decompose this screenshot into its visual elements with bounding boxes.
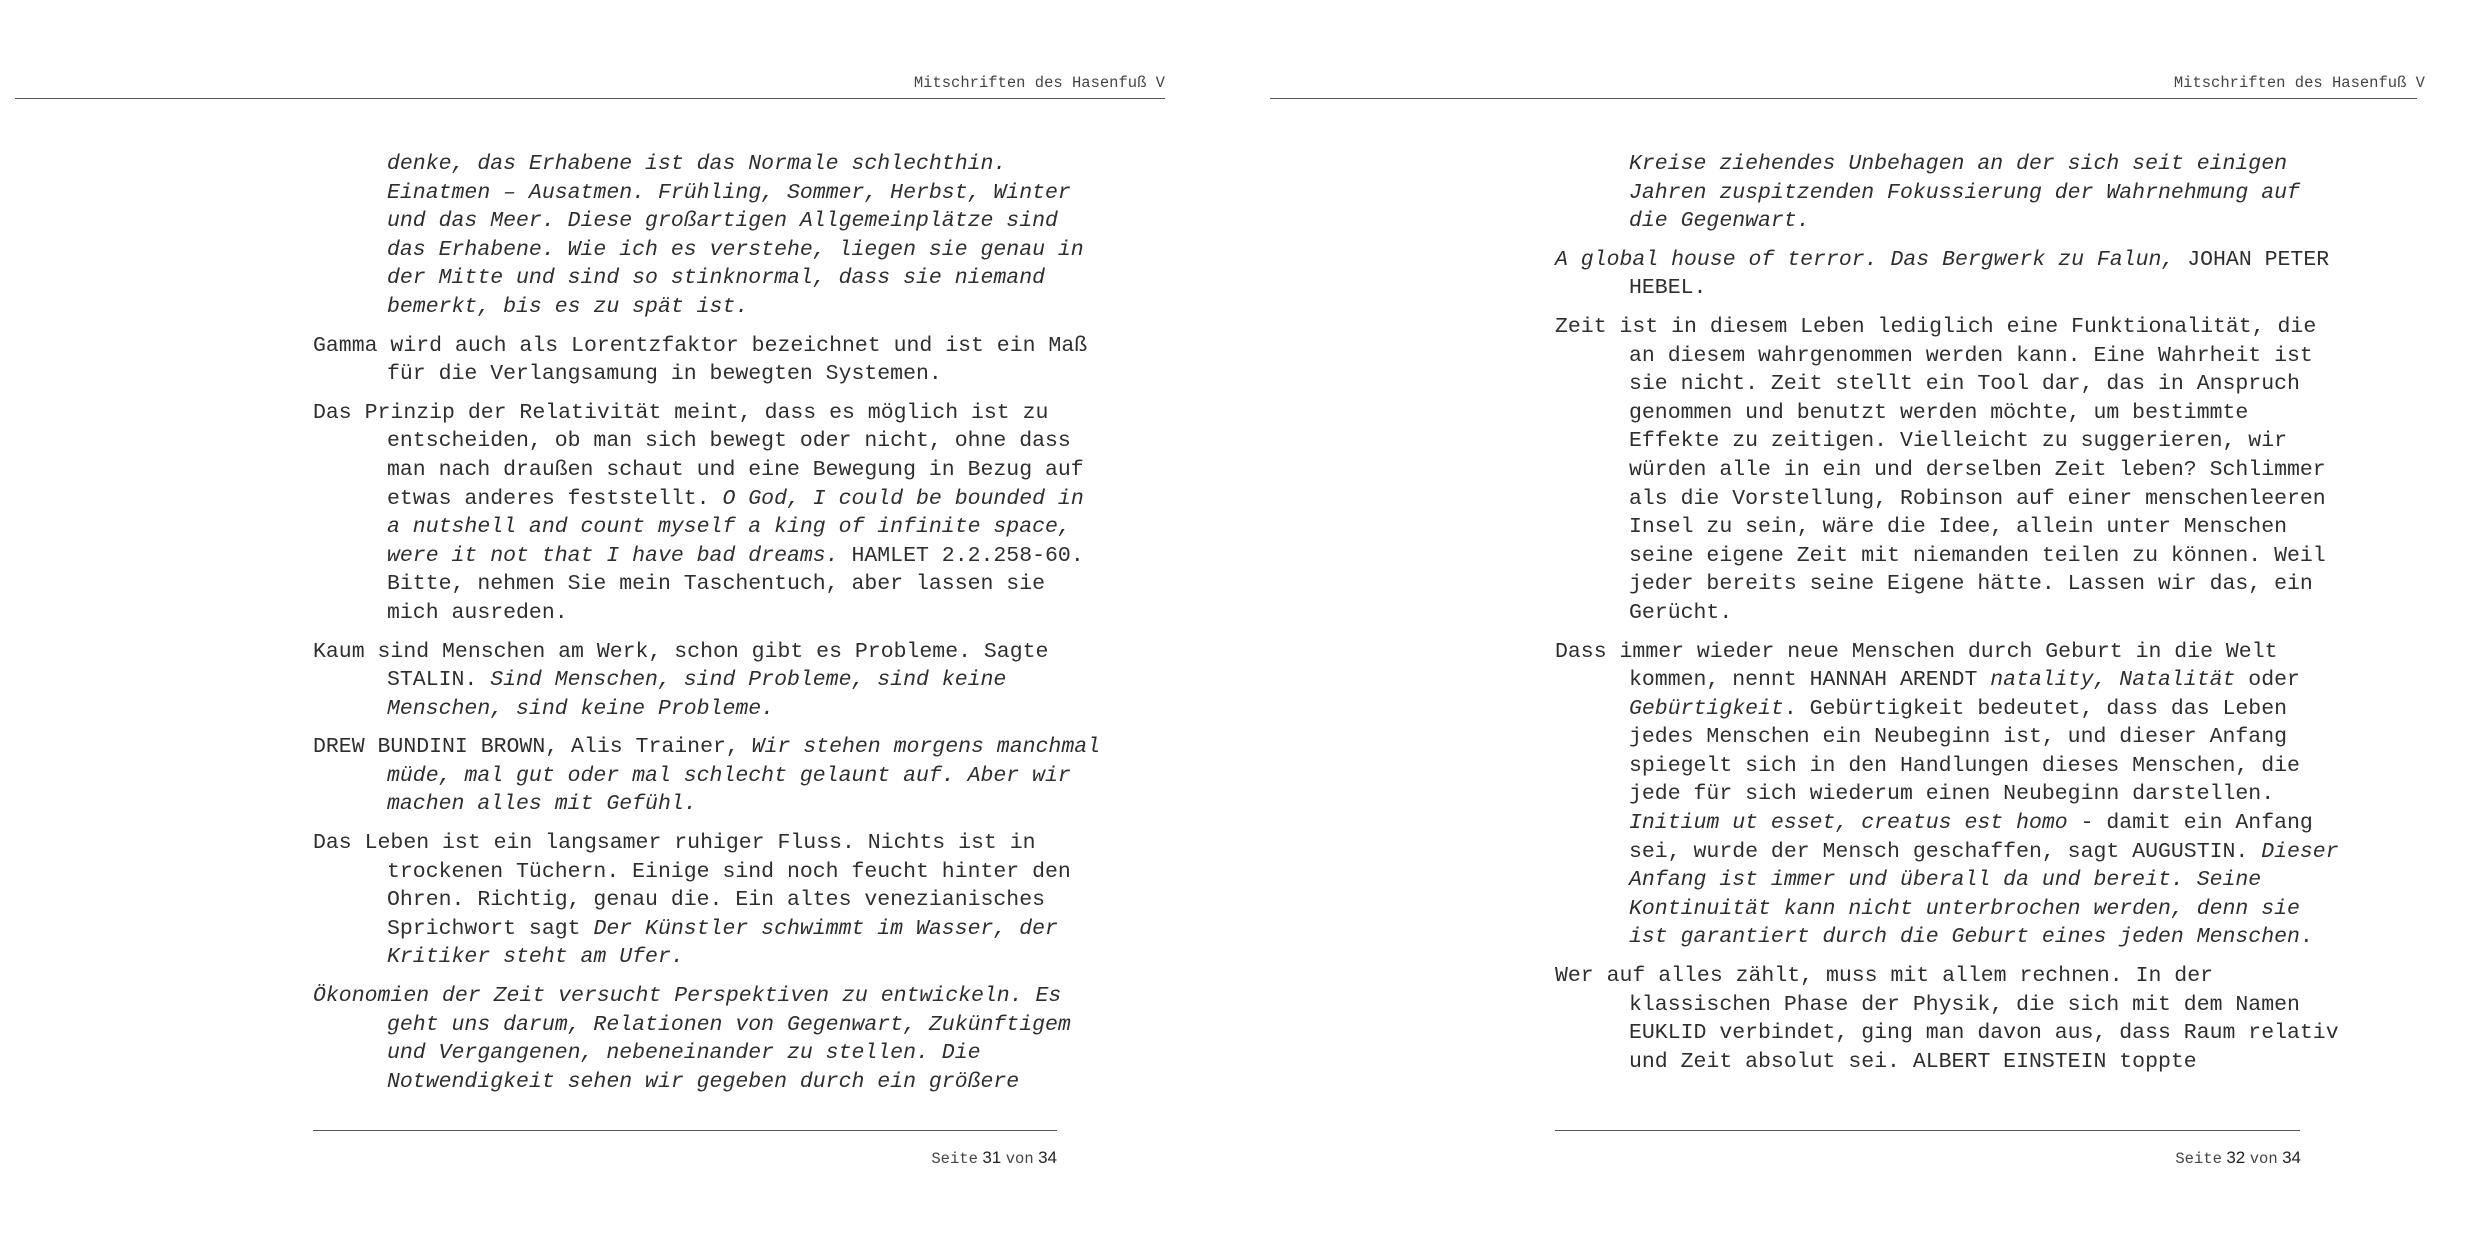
text-run: Zeit ist in diesem Leben lediglich eine Funktionalität, die an diesem wahrgenommen werden kann. Eine Wahrheit ist sie nicht. Zeit stellt ein Tool dar, das in Anspruch genommen und benutzt werden möchte, um bestimmte Effekte zu zeitigen. Vielleicht zu suggerieren, wir würden alle in ein und derselben Zeit leben? Schlimmer als die Vorstellung, Robinson auf einer menschenleeren Insel zu sein, wäre die Idee, allein unter Menschen seine eigene Zeit mit niemanden teilen zu können. Weil jeder bereits seine Eigene hätte. Lassen wir das, ein Gerücht. xyxy=(1555,314,2326,625)
footer-seite-label: Seite xyxy=(931,1150,978,1168)
text-run: Das Leben ist ein langsamer ruhiger Fluss. Nichts ist in trockenen Tüchern. Einige sind noch feucht hinter den Ohren. Richtig, genau die. Ein altes venezianisches Sprichwort sagt xyxy=(313,831,1071,941)
italic-run: denke, das Erhabene ist das Normale schlechthin. Einatmen – Ausatmen. Frühling, Sommer, Herbst, Winter und das Meer. Diese großartigen Allgemeinplätze sind das Erhabene. Wie ich es verstehe, liegen sie genau in der Mitte und sind so stinknormal, dass sie niemand bemerkt, bis es zu spät ist. xyxy=(387,152,1084,319)
footer-page-total: 34 xyxy=(2282,1148,2301,1167)
page-body xyxy=(313,150,1103,1106)
text-run: Kaum sind Menschen am Werk, schon gibt es Probleme. Sagte STALIN. xyxy=(313,639,1049,693)
italic-run: A global house of terror. Das Bergwerk zu Falun, xyxy=(1555,247,2175,272)
paragraph xyxy=(1555,638,2345,953)
text-run: Das Prinzip der Relativität meint, dass es möglich ist zu entscheiden, ob man sich bewegt oder nicht, ohne dass man nach draußen schaut und eine Bewegung in Bezug auf etwas anderes feststellt. xyxy=(313,400,1084,511)
text-run: . xyxy=(2299,925,2313,950)
page-footer xyxy=(931,1148,1057,1168)
footer-seite-label: Seite xyxy=(2175,1150,2222,1168)
footer-page-number: 32 xyxy=(2226,1148,2246,1167)
italic-run: Initium ut esset, creatus est homo xyxy=(1629,811,2068,836)
text-run: Wer auf alles zählt, muss mit allem rechnen. In der klassischen Phase der Physik, die sich mit dem Namen EUKLID verbindet, ging man davon aus, dass Raum relativ und Zeit absolut sei. ALBERT EINSTEIN toppte xyxy=(1555,964,2339,1074)
italic-run: natality, Natalität xyxy=(1990,668,2236,693)
header-rule xyxy=(1270,98,2417,99)
paragraph xyxy=(313,332,1103,389)
footer-rule xyxy=(1555,1130,2300,1131)
text-run: Gamma wird auch als Lorentzfaktor bezeichnet und ist ein Maß für die Verlangsamung in bewegten Systemen. xyxy=(313,333,1088,387)
italic-run: Kreise ziehendes Unbehagen an der sich seit einigen Jahren zuspitzenden Fokussierung der Wahrnehmung auf die Gegenwart. xyxy=(1629,152,2300,234)
italic-run: Der Künstler schwimmt im Wasser, der Kritiker steht am Ufer. xyxy=(387,916,1058,970)
text-run: HAMLET 2.2.258-60. Bitte, nehmen Sie mein Taschentuch, aber lassen sie mich ausreden. xyxy=(387,543,1084,625)
italic-run: Ökonomien der Zeit versucht Perspektiven zu entwickeln. Es geht uns darum, Relationen von Gegenwart, Zukünftigem und Vergangenen, nebeneinander zu stellen. Die Notwendigkeit sehen wir gegeben durch ein größere xyxy=(313,984,1071,1094)
italic-run: Gebürtigkeit xyxy=(1629,696,1784,721)
paragraph xyxy=(313,399,1103,628)
footer-von-label: von xyxy=(2249,1150,2278,1168)
paragraph xyxy=(1555,962,2345,1076)
text-run: JOHAN PETER HEBEL. xyxy=(1629,247,2330,301)
paragraph xyxy=(313,733,1103,819)
paragraph xyxy=(313,982,1103,1096)
italic-run: Sind Menschen, sind Probleme, sind keine Menschen, sind keine Probleme. xyxy=(387,668,1007,721)
page-footer xyxy=(2175,1148,2301,1168)
text-run: oder xyxy=(2235,668,2300,693)
paragraph xyxy=(1555,246,2345,303)
italic-run: Dieser Anfang ist immer und überall da und bereit. Seine Kontinuität kann nicht unterbrochen werden, denn sie ist garantiert durch die Geburt eines jeden Menschen xyxy=(1629,839,2339,950)
footer-rule xyxy=(313,1130,1057,1131)
footer-von-label: von xyxy=(1005,1150,1034,1168)
italic-run: O God, I could be bounded in a nutshell and count myself a king of infinite space, were it not that I have bad dreams. xyxy=(387,486,1084,568)
text-run: DREW BUNDINI BROWN, Alis Trainer, xyxy=(313,735,752,760)
paragraph xyxy=(313,829,1103,972)
text-run: - damit ein Anfang sei, wurde der Mensch geschaffen, sagt AUGUSTIN. xyxy=(1629,811,2313,864)
text-run: . Gebürtigkeit bedeutet, dass das Leben jedes Menschen ein Neubeginn ist, und dieser Anfang spiegelt sich in den Handlungen dieses Menschen, die jede für sich wiederum einen Neubeginn darstellen. xyxy=(1629,696,2300,807)
paragraph xyxy=(1555,313,2345,628)
running-header: Mitschriften des Hasenfuß V xyxy=(913,74,1165,92)
paragraph xyxy=(1555,150,2345,236)
right-page xyxy=(1255,0,2480,1240)
page-body xyxy=(1555,150,2345,1086)
text-run: Dass immer wieder neue Menschen durch Geburt in die Welt kommen, nennt HANNAH ARENDT xyxy=(1555,639,2278,693)
header-rule xyxy=(15,98,1165,99)
paragraph xyxy=(313,150,1103,322)
running-header: Mitschriften des Hasenfuß V xyxy=(2173,74,2425,92)
footer-page-number: 31 xyxy=(982,1148,1002,1167)
paragraph xyxy=(313,638,1103,724)
italic-run: Wir stehen morgens manchmal müde, mal gut oder mal schlecht gelaunt auf. Aber wir machen alles mit Gefühl. xyxy=(387,735,1101,817)
footer-page-total: 34 xyxy=(1038,1148,1057,1167)
